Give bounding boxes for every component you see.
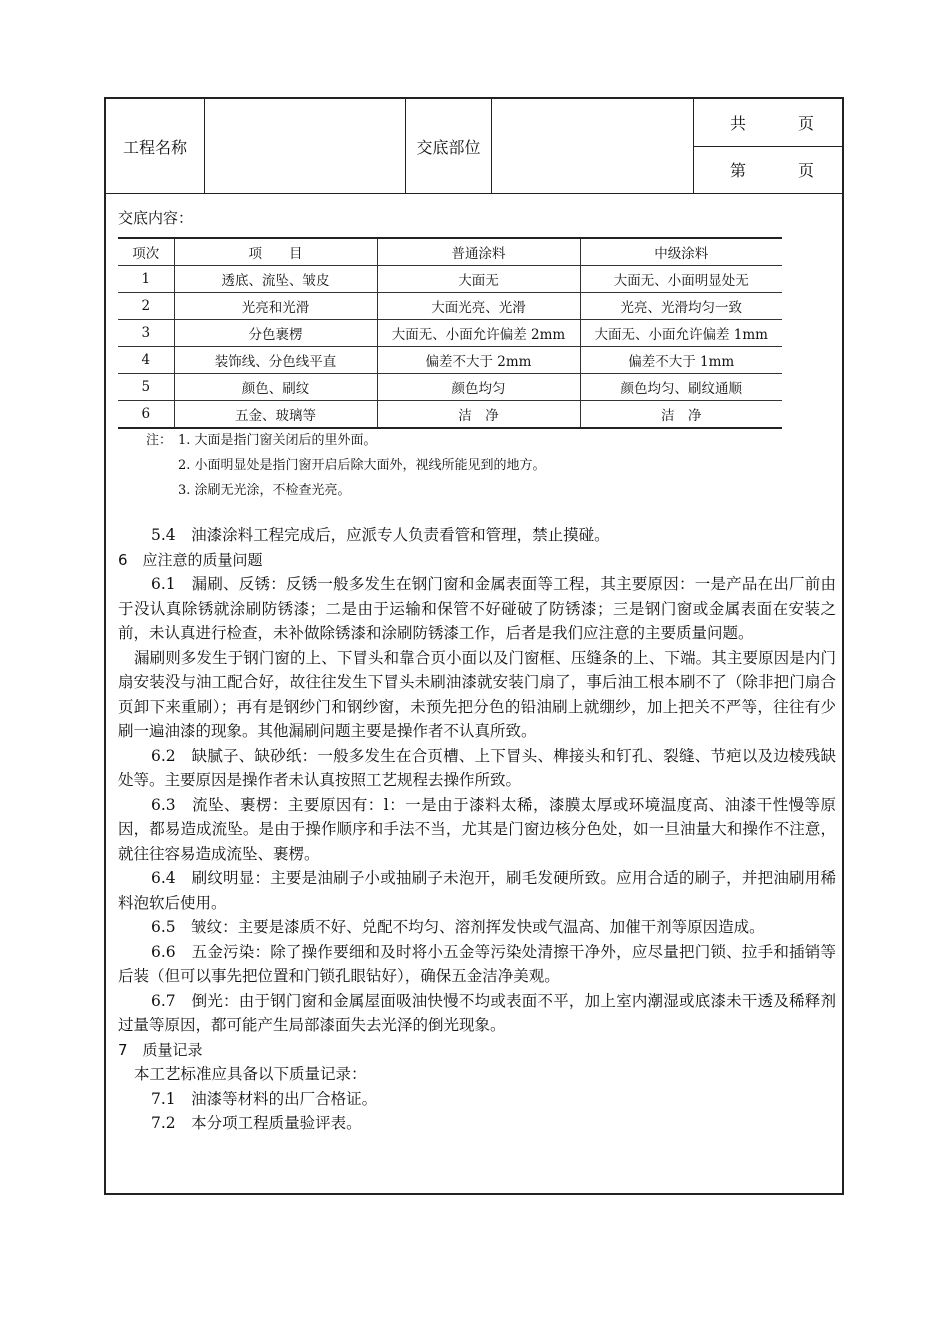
paragraph-6-2: 6.2 缺腻子、缺砂纸：一般多发生在合页槽、上下冒头、榫接头和钉孔、裂缝、节疤以及边棱残缺处等。主要原因是操作者未认真按照工艺规程去操作所致。 xyxy=(118,746,836,789)
col-header: 普通涂料 xyxy=(377,238,580,266)
table-row xyxy=(118,266,782,293)
table-cell: 2 xyxy=(118,293,174,320)
col-header: 项次 xyxy=(118,238,174,266)
table-cell: 大面光亮、光滑 xyxy=(377,293,580,320)
table-cell: 大面无、小面允许偏差 2mm xyxy=(377,320,580,347)
paragraph-6-5: 6.5 皱纹：主要是漆质不好、兑配不均匀、溶剂挥发快或气温高、加催干剂等原因造成。 xyxy=(151,918,765,936)
table-row xyxy=(118,293,782,320)
paragraph-6-6: 6.6 五金污染：除了操作要细和及时将小五金等污染处清擦干净外，应尽量把门锁、拉手和插销等后装（但可以事先把位置和门锁孔眼钻好），确保五金洁净美观。 xyxy=(118,942,836,985)
page-label-a: 第 xyxy=(730,161,747,180)
table-cell: 6 xyxy=(118,401,174,429)
note-item: 3. 涂刷无光涂，不检查光亮。 xyxy=(178,483,351,498)
table-cell: 偏差不大于 2mm xyxy=(377,347,580,374)
table-cell: 颜色均匀 xyxy=(377,374,580,401)
paragraph-7: 本工艺标准应具备以下质量记录： xyxy=(134,1065,367,1083)
project-name-value xyxy=(205,99,406,193)
form-header xyxy=(106,99,842,194)
section-heading-6: 6 应注意的质量问题 xyxy=(118,550,263,569)
paragraph-7-1: 7.1 油漆等材料的出厂合格证。 xyxy=(151,1089,378,1108)
total-pages-label-b: 页 xyxy=(798,114,815,133)
body-text xyxy=(118,523,836,1136)
col-header: 项 目 xyxy=(174,238,377,266)
notes-prefix: 注： xyxy=(146,433,173,448)
table-cell: 五金、玻璃等 xyxy=(174,401,377,429)
paragraph-6-4: 6.4 刷纹明显：主要是油刷子小或抽刷子未泡开，刷毛发硬所致。应用合适的刷子，并把油刷用稀料泡软后使用。 xyxy=(118,869,836,912)
table-cell: 洁 净 xyxy=(580,401,782,429)
paragraph-6-1: 6.1 漏刷、反锈：反锈一般多发生在钢门窗和金属表面等工程，其主要原因：一是产品在出厂前由于没认真除锈就涂刷防锈漆；二是由于运输和保管不好碰破了防锈漆；三是钢门窗或金属表面在安装之前，未认真进行检查，未补做除锈漆和涂刷防锈漆工作，后者是我们应注意的主要质量问题。 xyxy=(118,575,836,642)
table-cell: 透底、流坠、皱皮 xyxy=(174,266,377,293)
table-cell: 洁 净 xyxy=(377,401,580,429)
content-label: 交底内容： xyxy=(118,209,194,227)
note-item: 2. 小面明显处是指门窗开启后除大面外，视线所能见到的地方。 xyxy=(178,458,546,473)
table-row xyxy=(118,320,782,347)
disclosure-form xyxy=(104,97,844,1195)
paragraph-6-1-cont: 漏刷则多发生于钢门窗的上、下冒头和靠合页小面以及门窗框、压缝条的上、下端。其主要原因是内门扇安装没与油工配合好，故往往发生下冒头未刷油漆就安装门扇了，事后油工根本刷不了（除非把门扇合页卸下来重刷）；再有是钢纱门和钢纱窗，未预先把分色的铅油刷上就绷纱，加上把关不严等，往往有少刷一遍油漆的现象。其他漏刷问题主要是操作者不认真所致。 xyxy=(118,648,836,740)
table-cell: 光亮和光滑 xyxy=(174,293,377,320)
table-cell: 偏差不大于 1mm xyxy=(580,347,782,374)
section-heading-7: 7 质量记录 xyxy=(118,1040,203,1059)
table-cell: 3 xyxy=(118,320,174,347)
table-cell: 大面无 xyxy=(377,266,580,293)
total-pages-label-a: 共 xyxy=(730,114,747,133)
table-row xyxy=(118,347,782,374)
total-pages xyxy=(694,99,842,147)
table-cell: 大面无、小面允许偏差 1mm xyxy=(580,320,782,347)
col-header: 中级涂料 xyxy=(580,238,782,266)
table-cell: 大面无、小面明显处无 xyxy=(580,266,782,293)
location-label: 交底部位 xyxy=(406,99,492,193)
table-cell: 颜色、刷纹 xyxy=(174,374,377,401)
table-cell: 分色裹楞 xyxy=(174,320,377,347)
paragraph-7-2: 7.2 本分项工程质量验评表。 xyxy=(151,1114,362,1132)
page-number xyxy=(694,146,842,193)
quality-table xyxy=(118,237,782,429)
table-cell: 光亮、光滑均匀一致 xyxy=(580,293,782,320)
location-value xyxy=(492,99,694,193)
project-name-label: 工程名称 xyxy=(106,99,205,193)
table-cell: 4 xyxy=(118,347,174,374)
table-cell: 5 xyxy=(118,374,174,401)
paragraph-6-3: 6.3 流坠、裹楞：主要原因有：l：一是由于漆料太稀，漆膜太厚或环境温度高、油漆干性慢等原因，都易造成流坠。是由于操作顺序和手法不当，尤其是门窗边核分色处，如一旦油量大和操作不注意，就往往容易造成流坠、裹楞。 xyxy=(118,795,836,863)
table-header-row xyxy=(118,238,782,266)
table-cell: 装饰线、分色线平直 xyxy=(174,347,377,374)
paragraph-6-7: 6.7 倒光：由于钢门窗和金属屋面吸油快慢不均或表面不平，加上室内潮湿或底漆未干透及稀释剂过量等原因，都可能产生局部漆面失去光泽的倒光现象。 xyxy=(118,991,836,1034)
note-item: 1. 大面是指门窗关闭后的里外面。 xyxy=(178,433,377,448)
paragraph-5-4: 5.4 油漆涂料工程完成后，应派专人负责看管和管理，禁止摸碰。 xyxy=(151,526,610,544)
table-cell: 1 xyxy=(118,266,174,293)
table-row xyxy=(118,374,782,401)
page-label-b: 页 xyxy=(798,161,815,180)
table-cell: 颜色均匀、刷纹通顺 xyxy=(580,374,782,401)
table-row xyxy=(118,401,782,429)
